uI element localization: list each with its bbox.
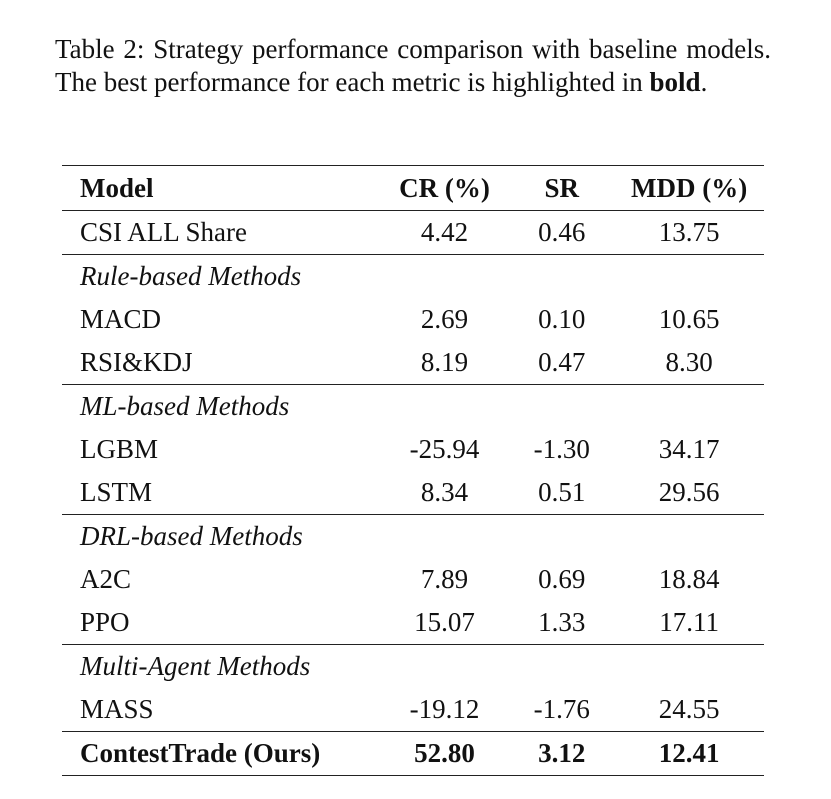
model-cell: PPO [80, 607, 130, 637]
cr-cell: 4.42 [380, 211, 510, 255]
caption-text: Table 2: Strategy performance comparison with baseline models. The best performance for each metric is highlighted in [55, 34, 771, 97]
caption-bold-word: bold [649, 66, 701, 97]
cr-cell: -19.12 [409, 694, 480, 724]
sr-cell: -1.76 [533, 694, 590, 724]
cr-cell: 7.89 [420, 564, 469, 594]
mdd-cell: 29.56 [658, 477, 720, 507]
mdd-cell: 17.11 [659, 607, 719, 637]
cr-cell: 15.07 [414, 607, 475, 637]
group-label: ML-based Methods [62, 385, 764, 429]
table-row [62, 471, 764, 515]
sr-cell: 0.46 [509, 211, 614, 255]
sr-cell: 0.69 [538, 564, 586, 594]
group-row [62, 645, 764, 689]
mdd-cell: 8.30 [665, 347, 713, 377]
header-mdd: MDD (%) [614, 166, 764, 211]
table-row [62, 211, 764, 255]
table-row [62, 341, 764, 385]
sr-cell: 3.12 [509, 732, 614, 776]
model-cell: LSTM [80, 477, 153, 507]
cr-cell: 8.19 [420, 347, 469, 377]
table-row [62, 298, 764, 341]
best-row [62, 732, 764, 776]
sr-cell: -1.30 [533, 434, 590, 464]
table-row [62, 688, 764, 732]
model-cell: RSI&KDJ [80, 347, 193, 377]
results-table-container [62, 165, 764, 776]
cr-cell: 52.80 [380, 732, 510, 776]
results-table [62, 165, 764, 776]
model-cell: LGBM [80, 434, 159, 464]
sr-cell: 0.51 [538, 477, 586, 507]
cr-cell: 8.34 [420, 477, 469, 507]
group-row [62, 255, 764, 299]
model-cell: MASS [80, 694, 154, 724]
model-cell: A2C [80, 564, 132, 594]
table-row [62, 558, 764, 601]
header-cr: CR (%) [380, 166, 510, 211]
group-label: Rule-based Methods [62, 255, 764, 299]
model-cell: CSI ALL Share [62, 211, 380, 255]
mdd-cell: 12.41 [614, 732, 764, 776]
group-label: DRL-based Methods [62, 515, 764, 559]
header-sr: SR [509, 166, 614, 211]
header-row [62, 166, 764, 211]
mdd-cell: 13.75 [614, 211, 764, 255]
mdd-cell: 10.65 [658, 304, 720, 334]
sr-cell: 0.10 [538, 304, 586, 334]
cr-cell: 2.69 [420, 304, 469, 334]
mdd-cell: 34.17 [658, 434, 720, 464]
mdd-cell: 24.55 [658, 694, 720, 724]
group-row [62, 515, 764, 559]
table-caption [55, 33, 771, 98]
model-cell: MACD [80, 304, 162, 334]
caption-suffix: . [700, 66, 708, 97]
group-row [62, 385, 764, 429]
mdd-cell: 18.84 [658, 564, 720, 594]
table-row [62, 428, 764, 471]
sr-cell: 1.33 [538, 607, 586, 637]
sr-cell: 0.47 [538, 347, 586, 377]
table-row [62, 601, 764, 645]
group-label: Multi-Agent Methods [62, 645, 764, 689]
cr-cell: -25.94 [409, 434, 480, 464]
model-cell: ContestTrade (Ours) [62, 732, 380, 776]
header-model: Model [62, 166, 380, 211]
